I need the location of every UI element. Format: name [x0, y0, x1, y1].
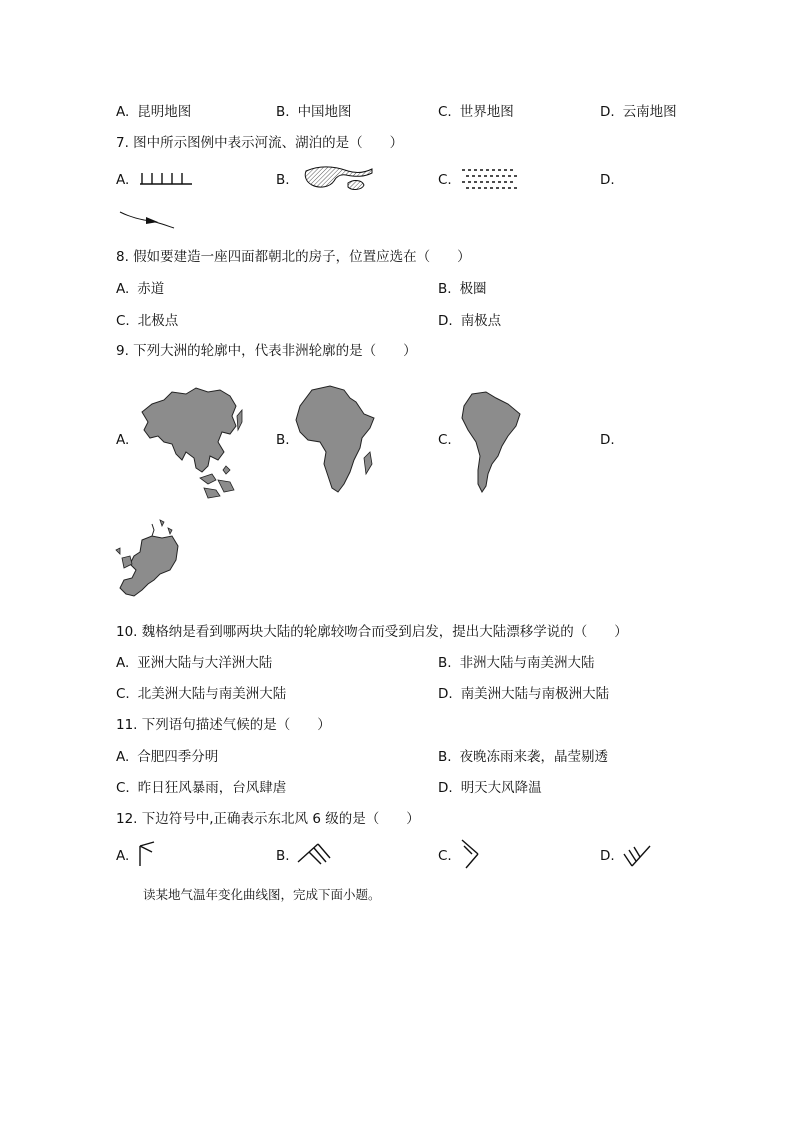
q7-option-a-label[interactable]: A. — [116, 172, 130, 188]
q9-option-d-label[interactable]: D. — [600, 432, 615, 448]
q12-option-c-label[interactable]: C. — [438, 848, 452, 864]
europe-outline-icon[interactable] — [112, 518, 182, 600]
river-lake-legend-icon[interactable] — [302, 163, 374, 195]
q9-stem: 9. 下列大洲的轮廓中，代表非洲轮廓的是（ ） — [116, 343, 417, 359]
q11-option-a[interactable]: A. 合肥四季分明 — [116, 749, 219, 765]
q11-option-c[interactable]: C. 昨日狂风暴雨，台风肆虐 — [116, 780, 287, 796]
q12-option-b-label[interactable]: B. — [276, 848, 290, 864]
q9-option-b-label[interactable]: B. — [276, 432, 290, 448]
q6-option-c[interactable]: C. 世界地图 — [438, 104, 514, 120]
q7-stem: 7. 图中所示图例中表示河流、湖泊的是（ ） — [116, 135, 404, 151]
q10-stem: 10. 魏格纳是看到哪两块大陆的轮廓较吻合而受到启发，提出大陆漂移学说的（ ） — [116, 624, 628, 640]
q8-option-d[interactable]: D. 南极点 — [438, 313, 502, 329]
q9-option-c-label[interactable]: C. — [438, 432, 452, 448]
fence-legend-icon[interactable] — [138, 170, 194, 188]
q9-option-a-label[interactable]: A. — [116, 432, 130, 448]
q11-stem: 11. 下列语句描述气候的是（ ） — [116, 717, 331, 733]
q12-stem: 12. 下边符号中,正确表示东北风 6 级的是（ ） — [116, 811, 420, 827]
q8-option-c[interactable]: C. 北极点 — [116, 313, 179, 329]
q6-option-b[interactable]: B. 中国地图 — [276, 104, 352, 120]
q7-option-d-label[interactable]: D. — [600, 172, 615, 188]
q7-option-b-label[interactable]: B. — [276, 172, 290, 188]
q7-option-c-label[interactable]: C. — [438, 172, 452, 188]
q11-option-d[interactable]: D. 明天大风降温 — [438, 780, 542, 796]
q8-option-b[interactable]: B. 极圈 — [438, 281, 487, 297]
q8-option-a[interactable]: A. 赤道 — [116, 281, 165, 297]
q12-option-d-label[interactable]: D. — [600, 848, 615, 864]
wind-symbol-b-icon[interactable] — [296, 842, 336, 866]
q8-stem: 8. 假如要建造一座四面都朝北的房子，位置应选在（ ） — [116, 249, 471, 265]
wind-symbol-d-icon[interactable] — [622, 844, 652, 868]
wind-symbol-a-icon[interactable] — [136, 842, 162, 868]
asia-outline-icon[interactable] — [138, 382, 244, 502]
q6-option-d[interactable]: D. 云南地图 — [600, 104, 677, 120]
wind-symbol-c-icon[interactable] — [458, 838, 484, 870]
q10-option-b[interactable]: B. 非洲大陆与南美洲大陆 — [438, 655, 595, 671]
marsh-legend-icon[interactable] — [460, 167, 520, 191]
q10-option-c[interactable]: C. 北美洲大陆与南美洲大陆 — [116, 686, 287, 702]
q12-option-a-label[interactable]: A. — [116, 848, 130, 864]
africa-outline-icon[interactable] — [294, 384, 378, 496]
q11-option-b[interactable]: B. 夜晚冻雨来袭，晶莹剔透 — [438, 749, 609, 765]
q10-option-d[interactable]: D. 南美洲大陆与南极洲大陆 — [438, 686, 610, 702]
arrow-line-legend-icon[interactable] — [118, 208, 178, 232]
reading-instruction: 读某地气温年变化曲线图，完成下面小题。 — [143, 887, 381, 902]
south-america-outline-icon[interactable] — [458, 390, 524, 494]
q6-option-a[interactable]: A. 昆明地图 — [116, 104, 192, 120]
q10-option-a[interactable]: A. 亚洲大陆与大洋洲大陆 — [116, 655, 273, 671]
